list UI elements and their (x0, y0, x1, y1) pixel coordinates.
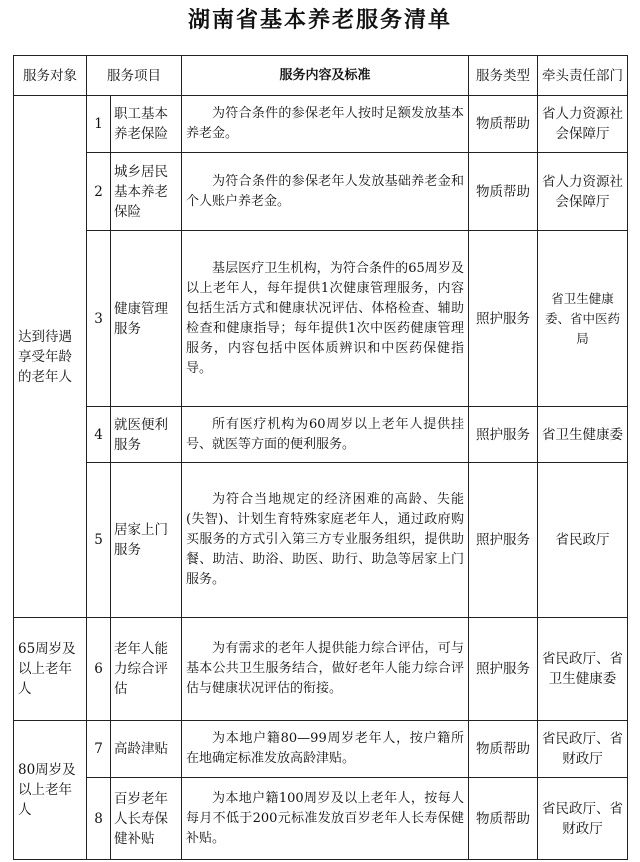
lead-department: 省民政厅、省卫生健康委 (538, 618, 628, 721)
header-type: 服务类型 (469, 56, 538, 96)
table-row (14, 153, 628, 231)
row-number: 1 (87, 96, 111, 153)
table-row (14, 618, 628, 721)
service-type: 照护服务 (469, 407, 538, 463)
service-object-cell: 达到待遇享受年龄的老年人 (14, 96, 87, 618)
service-type: 照护服务 (469, 618, 538, 721)
row-number: 7 (87, 721, 111, 778)
row-number: 2 (87, 153, 111, 231)
service-item: 居家上门服务 (111, 463, 182, 618)
table-row (14, 463, 628, 618)
service-item: 就医便利服务 (111, 407, 182, 463)
table-row (14, 407, 628, 463)
service-type: 物质帮助 (469, 778, 538, 860)
service-content: 为本地户籍100周岁及以上老年人，按每人每月不低于200元标准发放百岁老年人长寿保健补贴。 (182, 778, 469, 860)
header-object: 服务对象 (14, 56, 87, 96)
service-content: 基层医疗卫生机构，为符合条件的65周岁及以上老年人，每年提供1次健康管理服务，内容包括生活方式和健康状况评估、体格检查、辅助检查和健康指导；每年提供1次中医药健康管理服务，内容包括中医体质辨识和中医药保健指导。 (182, 231, 469, 407)
service-type: 照护服务 (469, 463, 538, 618)
service-type: 物质帮助 (469, 96, 538, 153)
service-type: 物质帮助 (469, 721, 538, 778)
service-content: 为有需求的老年人提供能力综合评估，可与基本公共卫生服务结合，做好老年人能力综合评估与健康状况评估的衔接。 (182, 618, 469, 721)
service-list-table (13, 55, 628, 860)
row-number: 8 (87, 778, 111, 860)
table-header-row (14, 56, 628, 96)
service-type: 照护服务 (469, 231, 538, 407)
service-item: 城乡居民基本养老保险 (111, 153, 182, 231)
service-item: 健康管理服务 (111, 231, 182, 407)
header-dept: 牵头责任部门 (538, 56, 628, 96)
lead-department: 省卫生健康委、省中医药局 (538, 231, 628, 407)
row-number: 5 (87, 463, 111, 618)
service-content: 为符合条件的参保老年人发放基础养老金和个人账户养老金。 (182, 153, 469, 231)
lead-department: 省民政厅、省财政厅 (538, 778, 628, 860)
service-object-cell: 65周岁及以上老年人 (14, 618, 87, 721)
lead-department: 省民政厅 (538, 463, 628, 618)
lead-department: 省人力资源社会保障厅 (538, 96, 628, 153)
lead-department: 省卫生健康委 (538, 407, 628, 463)
service-content: 为符合条件的参保老年人按时足额发放基本养老金。 (182, 96, 469, 153)
service-content: 为本地户籍80—99周岁老年人，按户籍所在地确定标准发放高龄津贴。 (182, 721, 469, 778)
table-row (14, 721, 628, 778)
service-item: 职工基本养老保险 (111, 96, 182, 153)
header-content: 服务内容及标准 (182, 56, 469, 96)
service-item: 老年人能力综合评估 (111, 618, 182, 721)
service-type: 物质帮助 (469, 153, 538, 231)
service-item: 高龄津贴 (111, 721, 182, 778)
table-row (14, 778, 628, 860)
service-object-cell: 80周岁及以上老年人 (14, 721, 87, 860)
service-content: 所有医疗机构为60周岁以上老年人提供挂号、就医等方面的便利服务。 (182, 407, 469, 463)
page-title: 湖南省基本养老服务清单 (187, 8, 452, 33)
lead-department: 省人力资源社会保障厅 (538, 153, 628, 231)
row-number: 4 (87, 407, 111, 463)
row-number: 3 (87, 231, 111, 407)
service-content: 为符合当地规定的经济困难的高龄、失能(失智)、计划生育特殊家庭老年人，通过政府购买服务的方式引入第三方专业服务组织，提供助餐、助洁、助浴、助医、助行、助急等居家上门服务。 (182, 463, 469, 618)
lead-department: 省民政厅、省财政厅 (538, 721, 628, 778)
row-number: 6 (87, 618, 111, 721)
header-item: 服务项目 (87, 56, 182, 96)
table-row (14, 96, 628, 153)
table-row (14, 231, 628, 407)
service-item: 百岁老年人长寿保健补贴 (111, 778, 182, 860)
